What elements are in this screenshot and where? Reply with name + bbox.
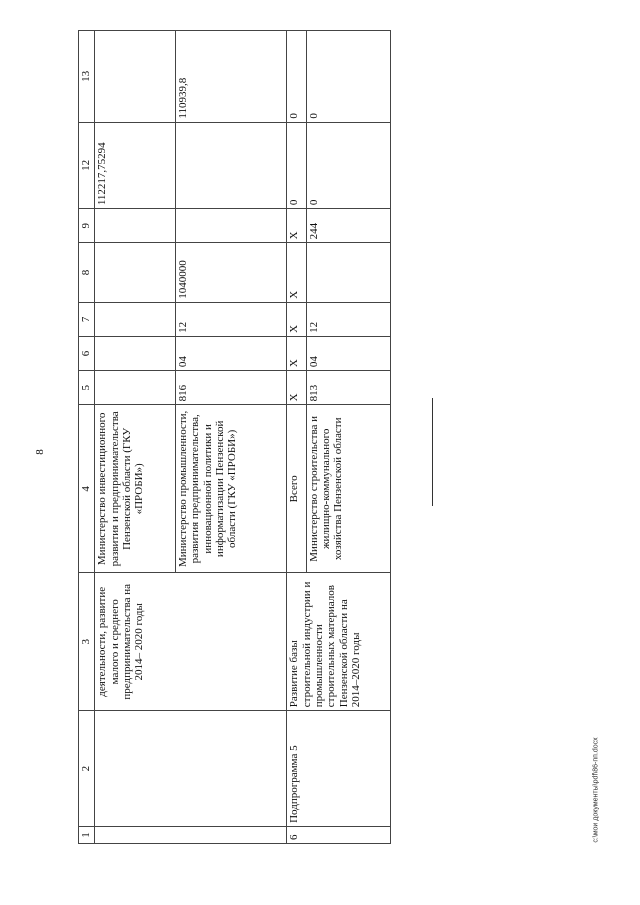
cell-number (95, 826, 287, 843)
footer-file-path: c:\мои документы\pdf\86-пп.docx (592, 737, 600, 843)
table-row (287, 31, 306, 844)
cell-col5 (95, 371, 176, 405)
cell-col5: 816 (176, 371, 287, 405)
cell-col13: 110939,8 (176, 31, 287, 123)
signature-line (432, 398, 433, 506)
cell-number: 6 (287, 826, 391, 843)
cell-col8 (95, 243, 176, 302)
col-header-7: 7 (79, 302, 95, 336)
table-region (78, 30, 391, 844)
cell-col9 (176, 209, 287, 243)
col-header-9: 9 (79, 209, 95, 243)
col-header-8: 8 (79, 243, 95, 302)
cell-col12 (176, 122, 287, 209)
col-header-1: 1 (79, 826, 95, 843)
cell-program-title: Развитие базы строительной индустрии и промышленности строительных материалов Пензенской области на 2014–2020 годы (287, 573, 391, 711)
cell-col6: Х (287, 336, 306, 370)
col-header-6: 6 (79, 336, 95, 370)
page-number: 8 (34, 449, 46, 455)
cell-agency: Министерство строительства и жилищно-коммунального хозяйства Пензенской области (306, 405, 390, 573)
cell-col9: 244 (306, 209, 390, 243)
cell-col12: 0 (306, 122, 390, 209)
cell-col12: 112217,75294 (95, 122, 176, 209)
col-header-13: 13 (79, 31, 95, 123)
cell-col8 (306, 243, 390, 302)
cell-col8: 1040000 (176, 243, 287, 302)
table-row (95, 31, 176, 844)
col-header-12: 12 (79, 122, 95, 209)
col-header-4: 4 (79, 405, 95, 573)
budget-table (78, 30, 391, 844)
cell-col9 (95, 209, 176, 243)
cell-col7: 12 (176, 302, 287, 336)
cell-agency: Министерство промышленности, развития предпринимательства, инновационной политики и информатизации Пензенской области (ГКУ «ПРОБИ») (176, 405, 287, 573)
cell-col5: Х (287, 371, 306, 405)
cell-col6 (95, 336, 176, 370)
cell-agency: Министерство инвестиционного развития и предпринимательства Пензенской области (ГКУ «ПРОБИ») (95, 405, 176, 573)
cell-col7 (95, 302, 176, 336)
cell-col13 (95, 31, 176, 123)
col-header-2: 2 (79, 711, 95, 827)
cell-col6: 04 (306, 336, 390, 370)
cell-program-title: деятельности, развитие малого и среднего предпринимательства на 2014– 2020 годы (95, 573, 287, 711)
cell-col7: Х (287, 302, 306, 336)
cell-col6: 04 (176, 336, 287, 370)
cell-col5: 813 (306, 371, 390, 405)
col-header-5: 5 (79, 371, 95, 405)
header-row (79, 31, 95, 844)
cell-col9: Х (287, 209, 306, 243)
col-header-3: 3 (79, 573, 95, 711)
cell-col12: 0 (287, 122, 306, 209)
cell-program (95, 711, 287, 827)
cell-col8: Х (287, 243, 306, 302)
cell-agency: Всего (287, 405, 306, 573)
cell-col13: 0 (306, 31, 390, 123)
cell-col7: 12 (306, 302, 390, 336)
cell-program: Подпрограмма 5 (287, 711, 391, 827)
cell-col13: 0 (287, 31, 306, 123)
